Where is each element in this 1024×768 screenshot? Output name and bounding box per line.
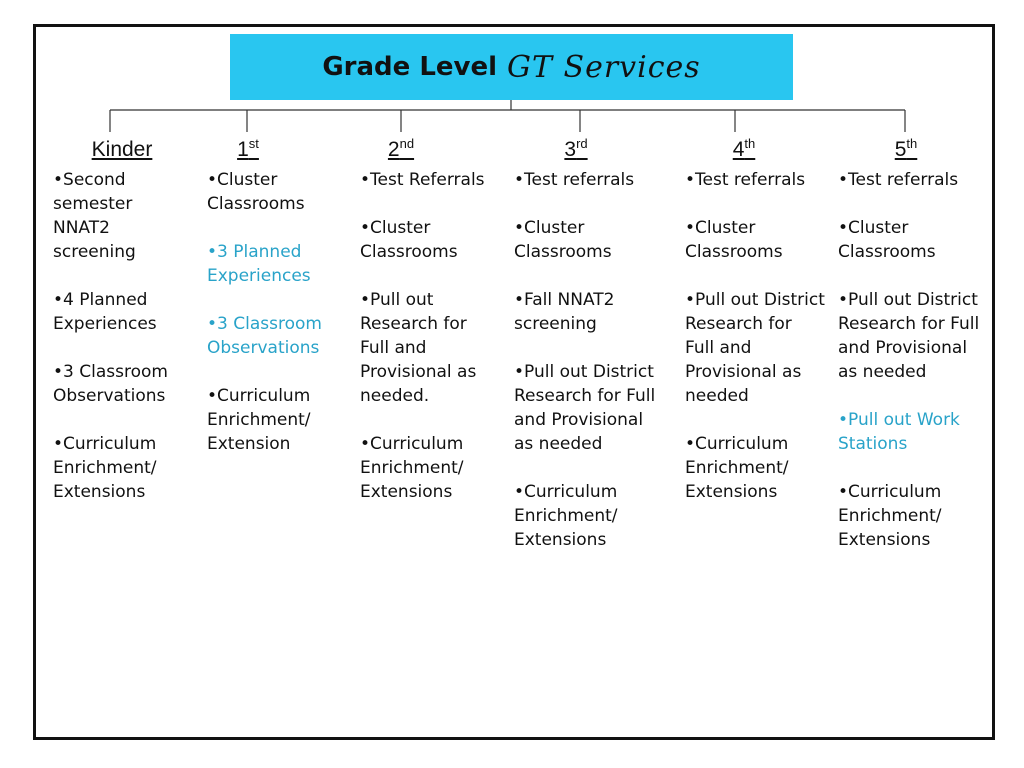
column-3rd [514,168,664,576]
list-item: •Curriculum Enrichment/ Extensions [53,434,157,502]
list-item: •Pull out Research for Full and Provisional as needed. [360,290,477,406]
list-item: •Cluster Classrooms [360,218,458,262]
list-item: •Cluster Classrooms [514,218,612,262]
header-2nd: 2nd [387,136,415,161]
list-item: •4 Planned Experiences [53,290,157,334]
title-gt-services: GT Services [507,49,701,85]
list-item: •Cluster Classrooms [685,218,783,262]
header-kinder: Kinder [91,138,153,161]
list-item: •Pull out District Research for Full and Provisional as needed [838,290,980,382]
list-item: •Second semester NNAT2 screening [53,170,136,262]
column-2nd [360,168,500,528]
title-text: Grade Level [322,52,498,82]
list-item: •Pull out District Research for Full and Provisional as needed [514,362,656,454]
list-item: •Test referrals [514,170,635,190]
column-4th [685,168,825,528]
list-item: •3 Planned Experiences [207,242,311,286]
list-item: •Cluster Classrooms [838,218,936,262]
list-item: •Curriculum Enrichment/ Extensions [685,434,789,502]
list-item: •Pull out Work Stations [838,410,960,454]
list-item: •3 Classroom Observations [207,314,322,358]
list-item: •Curriculum Enrichment/ Extension [207,386,311,454]
list-item: •Test referrals [685,170,806,190]
column-1st [207,168,345,480]
header-3rd: 3rd [564,136,588,161]
list-item: •Curriculum Enrichment/ Extensions [838,482,942,550]
list-item: •Fall NNAT2 screening [514,290,615,334]
list-item: •3 Classroom Observations [53,362,168,406]
column-5th [838,168,983,576]
header-5th: 5th [894,136,918,161]
list-item: •Curriculum Enrichment/ Extensions [514,482,618,550]
list-item: •Curriculum Enrichment/ Extensions [360,434,464,502]
header-4th: 4th [732,136,756,161]
list-item: •Test referrals [838,170,959,190]
list-item: •Cluster Classrooms [207,170,305,214]
header-1st: 1st [237,136,259,161]
list-item: •Pull out District Research for Full and Provisional as needed [685,290,825,406]
list-item: •Test Referrals [360,170,485,190]
column-kinder [53,168,188,528]
